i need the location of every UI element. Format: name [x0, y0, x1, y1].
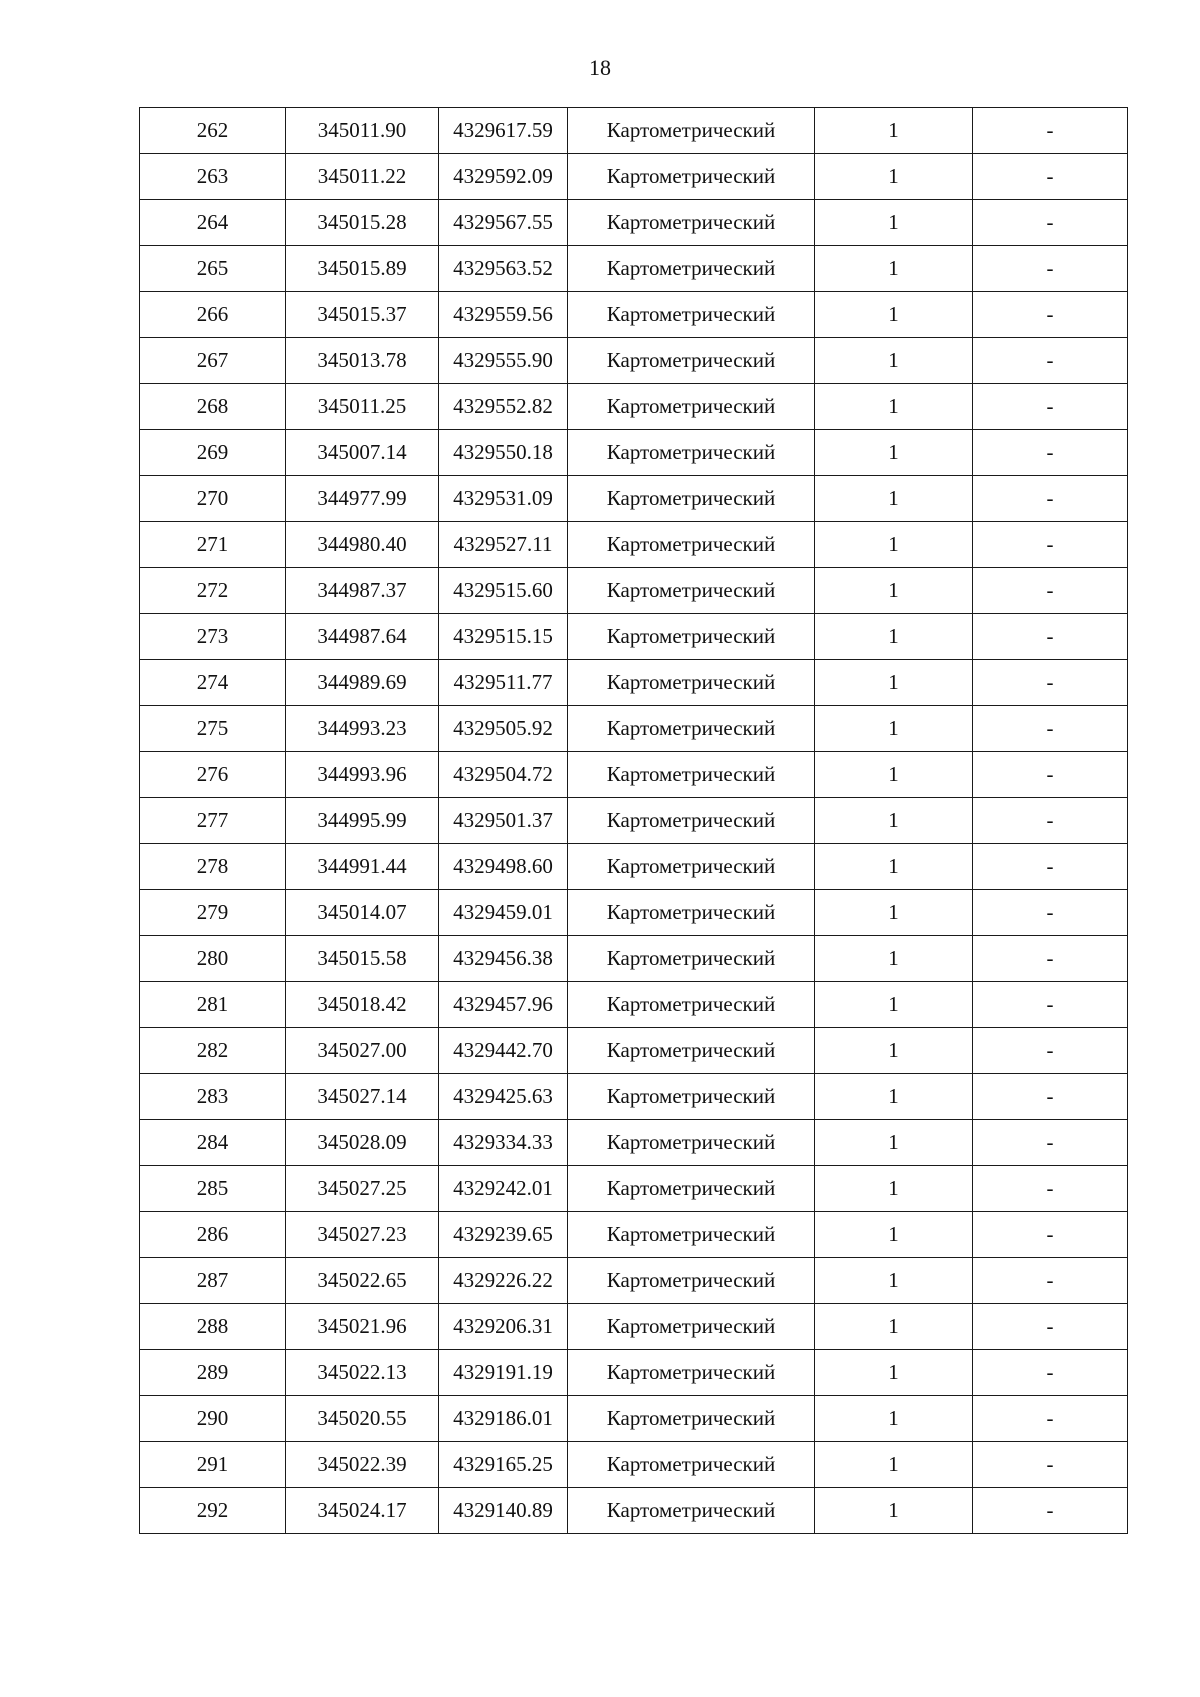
y-coordinate-cell: 4329501.37	[439, 798, 568, 844]
table-row	[140, 384, 1128, 430]
table-row	[140, 844, 1128, 890]
accuracy-cell: 1	[815, 384, 973, 430]
method-cell: Картометрический	[568, 522, 815, 568]
point-number-cell: 289	[140, 1350, 286, 1396]
y-coordinate-cell: 4329567.55	[439, 200, 568, 246]
description-cell: -	[973, 522, 1128, 568]
method-cell: Картометрический	[568, 1120, 815, 1166]
description-cell: -	[973, 1258, 1128, 1304]
x-coordinate-cell: 344989.69	[286, 660, 439, 706]
accuracy-cell: 1	[815, 476, 973, 522]
description-cell: -	[973, 1074, 1128, 1120]
x-coordinate-cell: 345021.96	[286, 1304, 439, 1350]
accuracy-cell: 1	[815, 200, 973, 246]
accuracy-cell: 1	[815, 154, 973, 200]
y-coordinate-cell: 4329239.65	[439, 1212, 568, 1258]
accuracy-cell: 1	[815, 1488, 973, 1534]
accuracy-cell: 1	[815, 1396, 973, 1442]
method-cell: Картометрический	[568, 1028, 815, 1074]
x-coordinate-cell: 345020.55	[286, 1396, 439, 1442]
point-number-cell: 269	[140, 430, 286, 476]
table-row	[140, 936, 1128, 982]
x-coordinate-cell: 344977.99	[286, 476, 439, 522]
x-coordinate-cell: 345013.78	[286, 338, 439, 384]
method-cell: Картометрический	[568, 890, 815, 936]
accuracy-cell: 1	[815, 660, 973, 706]
accuracy-cell: 1	[815, 246, 973, 292]
method-cell: Картометрический	[568, 1442, 815, 1488]
x-coordinate-cell: 344995.99	[286, 798, 439, 844]
x-coordinate-cell: 345028.09	[286, 1120, 439, 1166]
accuracy-cell: 1	[815, 706, 973, 752]
x-coordinate-cell: 345027.23	[286, 1212, 439, 1258]
x-coordinate-cell: 345018.42	[286, 982, 439, 1028]
point-number-cell: 285	[140, 1166, 286, 1212]
point-number-cell: 288	[140, 1304, 286, 1350]
table-row	[140, 154, 1128, 200]
method-cell: Картометрический	[568, 706, 815, 752]
table-row	[140, 706, 1128, 752]
method-cell: Картометрический	[568, 1212, 815, 1258]
x-coordinate-cell: 345022.13	[286, 1350, 439, 1396]
point-number-cell: 263	[140, 154, 286, 200]
method-cell: Картометрический	[568, 200, 815, 246]
method-cell: Картометрический	[568, 568, 815, 614]
y-coordinate-cell: 4329504.72	[439, 752, 568, 798]
accuracy-cell: 1	[815, 1304, 973, 1350]
point-number-cell: 290	[140, 1396, 286, 1442]
point-number-cell: 278	[140, 844, 286, 890]
method-cell: Картометрический	[568, 660, 815, 706]
accuracy-cell: 1	[815, 1258, 973, 1304]
x-coordinate-cell: 344980.40	[286, 522, 439, 568]
method-cell: Картометрический	[568, 844, 815, 890]
method-cell: Картометрический	[568, 1396, 815, 1442]
description-cell: -	[973, 982, 1128, 1028]
x-coordinate-cell: 344993.23	[286, 706, 439, 752]
point-number-cell: 281	[140, 982, 286, 1028]
accuracy-cell: 1	[815, 936, 973, 982]
table-row	[140, 660, 1128, 706]
point-number-cell: 265	[140, 246, 286, 292]
description-cell: -	[973, 430, 1128, 476]
accuracy-cell: 1	[815, 844, 973, 890]
table-row	[140, 522, 1128, 568]
x-coordinate-cell: 345015.89	[286, 246, 439, 292]
y-coordinate-cell: 4329425.63	[439, 1074, 568, 1120]
table-row	[140, 798, 1128, 844]
table-row	[140, 476, 1128, 522]
description-cell: -	[973, 1166, 1128, 1212]
description-cell: -	[973, 936, 1128, 982]
y-coordinate-cell: 4329550.18	[439, 430, 568, 476]
point-number-cell: 266	[140, 292, 286, 338]
description-cell: -	[973, 1442, 1128, 1488]
table-row	[140, 1074, 1128, 1120]
y-coordinate-cell: 4329563.52	[439, 246, 568, 292]
table-row	[140, 1166, 1128, 1212]
y-coordinate-cell: 4329555.90	[439, 338, 568, 384]
description-cell: -	[973, 660, 1128, 706]
point-number-cell: 279	[140, 890, 286, 936]
accuracy-cell: 1	[815, 752, 973, 798]
table-row	[140, 614, 1128, 660]
x-coordinate-cell: 345011.22	[286, 154, 439, 200]
point-number-cell: 275	[140, 706, 286, 752]
table-row	[140, 982, 1128, 1028]
y-coordinate-cell: 4329515.15	[439, 614, 568, 660]
y-coordinate-cell: 4329226.22	[439, 1258, 568, 1304]
point-number-cell: 270	[140, 476, 286, 522]
x-coordinate-cell: 345007.14	[286, 430, 439, 476]
point-number-cell: 267	[140, 338, 286, 384]
table-row	[140, 568, 1128, 614]
table-row	[140, 1212, 1128, 1258]
point-number-cell: 286	[140, 1212, 286, 1258]
y-coordinate-cell: 4329334.33	[439, 1120, 568, 1166]
y-coordinate-cell: 4329456.38	[439, 936, 568, 982]
description-cell: -	[973, 1028, 1128, 1074]
method-cell: Картометрический	[568, 476, 815, 522]
method-cell: Картометрический	[568, 982, 815, 1028]
point-number-cell: 262	[140, 108, 286, 154]
accuracy-cell: 1	[815, 430, 973, 476]
accuracy-cell: 1	[815, 1120, 973, 1166]
y-coordinate-cell: 4329498.60	[439, 844, 568, 890]
description-cell: -	[973, 706, 1128, 752]
accuracy-cell: 1	[815, 1350, 973, 1396]
y-coordinate-cell: 4329552.82	[439, 384, 568, 430]
accuracy-cell: 1	[815, 292, 973, 338]
table-row	[140, 1304, 1128, 1350]
x-coordinate-cell: 345024.17	[286, 1488, 439, 1534]
y-coordinate-cell: 4329511.77	[439, 660, 568, 706]
description-cell: -	[973, 154, 1128, 200]
method-cell: Картометрический	[568, 1304, 815, 1350]
method-cell: Картометрический	[568, 292, 815, 338]
accuracy-cell: 1	[815, 890, 973, 936]
x-coordinate-cell: 345014.07	[286, 890, 439, 936]
table-row	[140, 1028, 1128, 1074]
description-cell: -	[973, 338, 1128, 384]
description-cell: -	[973, 1396, 1128, 1442]
y-coordinate-cell: 4329186.01	[439, 1396, 568, 1442]
table-row	[140, 200, 1128, 246]
coordinates-table-body	[140, 108, 1128, 1534]
accuracy-cell: 1	[815, 1212, 973, 1258]
method-cell: Картометрический	[568, 154, 815, 200]
x-coordinate-cell: 345015.37	[286, 292, 439, 338]
description-cell: -	[973, 1212, 1128, 1258]
x-coordinate-cell: 345011.90	[286, 108, 439, 154]
point-number-cell: 273	[140, 614, 286, 660]
accuracy-cell: 1	[815, 614, 973, 660]
method-cell: Картометрический	[568, 384, 815, 430]
method-cell: Картометрический	[568, 1488, 815, 1534]
description-cell: -	[973, 752, 1128, 798]
description-cell: -	[973, 568, 1128, 614]
x-coordinate-cell: 344993.96	[286, 752, 439, 798]
y-coordinate-cell: 4329617.59	[439, 108, 568, 154]
y-coordinate-cell: 4329242.01	[439, 1166, 568, 1212]
accuracy-cell: 1	[815, 1028, 973, 1074]
table-row	[140, 338, 1128, 384]
y-coordinate-cell: 4329531.09	[439, 476, 568, 522]
description-cell: -	[973, 1304, 1128, 1350]
description-cell: -	[973, 844, 1128, 890]
table-row	[140, 108, 1128, 154]
y-coordinate-cell: 4329592.09	[439, 154, 568, 200]
description-cell: -	[973, 200, 1128, 246]
x-coordinate-cell: 345011.25	[286, 384, 439, 430]
method-cell: Картометрический	[568, 1258, 815, 1304]
y-coordinate-cell: 4329165.25	[439, 1442, 568, 1488]
description-cell: -	[973, 798, 1128, 844]
accuracy-cell: 1	[815, 522, 973, 568]
table-row	[140, 1350, 1128, 1396]
page-number: 18	[589, 55, 611, 80]
table-row	[140, 1396, 1128, 1442]
description-cell: -	[973, 292, 1128, 338]
table-row	[140, 1258, 1128, 1304]
description-cell: -	[973, 1350, 1128, 1396]
x-coordinate-cell: 344987.64	[286, 614, 439, 660]
table-row	[140, 292, 1128, 338]
accuracy-cell: 1	[815, 1074, 973, 1120]
accuracy-cell: 1	[815, 108, 973, 154]
y-coordinate-cell: 4329459.01	[439, 890, 568, 936]
method-cell: Картометрический	[568, 752, 815, 798]
accuracy-cell: 1	[815, 1442, 973, 1488]
x-coordinate-cell: 345022.65	[286, 1258, 439, 1304]
method-cell: Картометрический	[568, 1350, 815, 1396]
table-row	[140, 1488, 1128, 1534]
point-number-cell: 287	[140, 1258, 286, 1304]
method-cell: Картометрический	[568, 936, 815, 982]
point-number-cell: 272	[140, 568, 286, 614]
point-number-cell: 292	[140, 1488, 286, 1534]
point-number-cell: 271	[140, 522, 286, 568]
x-coordinate-cell: 345015.28	[286, 200, 439, 246]
accuracy-cell: 1	[815, 798, 973, 844]
y-coordinate-cell: 4329527.11	[439, 522, 568, 568]
description-cell: -	[973, 476, 1128, 522]
point-number-cell: 264	[140, 200, 286, 246]
table-row	[140, 246, 1128, 292]
y-coordinate-cell: 4329505.92	[439, 706, 568, 752]
description-cell: -	[973, 614, 1128, 660]
y-coordinate-cell: 4329191.19	[439, 1350, 568, 1396]
x-coordinate-cell: 345027.25	[286, 1166, 439, 1212]
method-cell: Картометрический	[568, 246, 815, 292]
method-cell: Картометрический	[568, 1074, 815, 1120]
coordinates-table	[139, 107, 1128, 1534]
point-number-cell: 277	[140, 798, 286, 844]
method-cell: Картометрический	[568, 614, 815, 660]
method-cell: Картометрический	[568, 798, 815, 844]
accuracy-cell: 1	[815, 568, 973, 614]
x-coordinate-cell: 344987.37	[286, 568, 439, 614]
point-number-cell: 274	[140, 660, 286, 706]
method-cell: Картометрический	[568, 108, 815, 154]
method-cell: Картометрический	[568, 430, 815, 476]
description-cell: -	[973, 108, 1128, 154]
description-cell: -	[973, 890, 1128, 936]
point-number-cell: 276	[140, 752, 286, 798]
y-coordinate-cell: 4329515.60	[439, 568, 568, 614]
accuracy-cell: 1	[815, 982, 973, 1028]
x-coordinate-cell: 344991.44	[286, 844, 439, 890]
point-number-cell: 283	[140, 1074, 286, 1120]
description-cell: -	[973, 246, 1128, 292]
point-number-cell: 282	[140, 1028, 286, 1074]
point-number-cell: 280	[140, 936, 286, 982]
y-coordinate-cell: 4329140.89	[439, 1488, 568, 1534]
y-coordinate-cell: 4329559.56	[439, 292, 568, 338]
table-row	[140, 1120, 1128, 1166]
point-number-cell: 291	[140, 1442, 286, 1488]
method-cell: Картометрический	[568, 1166, 815, 1212]
x-coordinate-cell: 345022.39	[286, 1442, 439, 1488]
accuracy-cell: 1	[815, 1166, 973, 1212]
table-row	[140, 430, 1128, 476]
point-number-cell: 284	[140, 1120, 286, 1166]
method-cell: Картометрический	[568, 338, 815, 384]
description-cell: -	[973, 384, 1128, 430]
table-row	[140, 890, 1128, 936]
y-coordinate-cell: 4329206.31	[439, 1304, 568, 1350]
table-row	[140, 1442, 1128, 1488]
accuracy-cell: 1	[815, 338, 973, 384]
x-coordinate-cell: 345027.14	[286, 1074, 439, 1120]
description-cell: -	[973, 1120, 1128, 1166]
x-coordinate-cell: 345027.00	[286, 1028, 439, 1074]
y-coordinate-cell: 4329457.96	[439, 982, 568, 1028]
x-coordinate-cell: 345015.58	[286, 936, 439, 982]
table-row	[140, 752, 1128, 798]
y-coordinate-cell: 4329442.70	[439, 1028, 568, 1074]
description-cell: -	[973, 1488, 1128, 1534]
point-number-cell: 268	[140, 384, 286, 430]
